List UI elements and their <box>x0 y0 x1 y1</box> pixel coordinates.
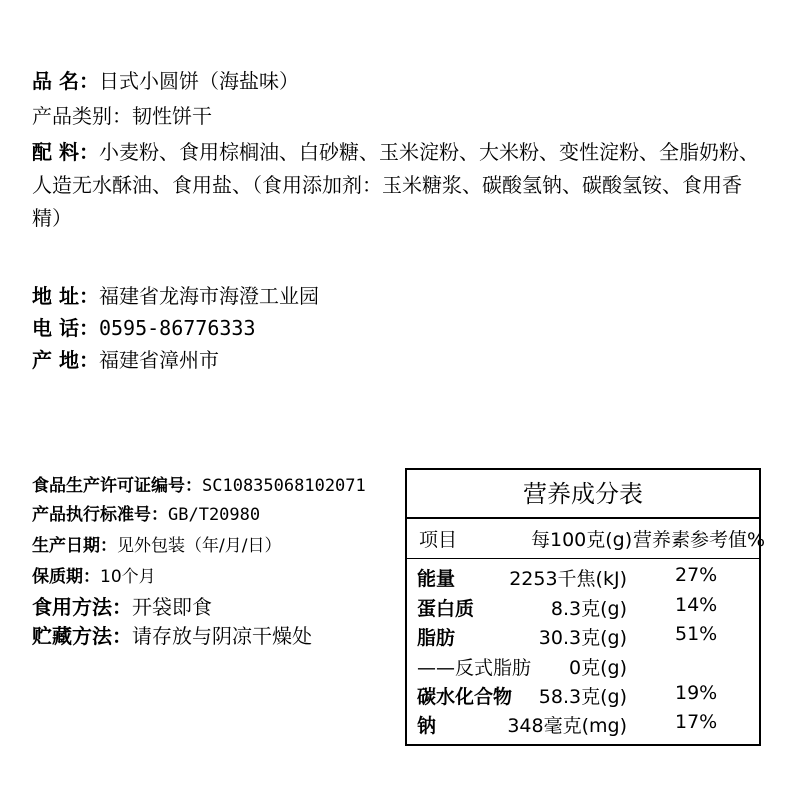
usage-line <box>32 592 212 622</box>
usage-label: 食用方法： <box>32 595 132 619</box>
nutrition-header-divider <box>407 558 759 559</box>
row-sodium-item: 钠 <box>417 715 437 737</box>
phone-value: 0595-86776333 <box>98 316 256 340</box>
row-protein-nrv: 14% <box>675 594 718 616</box>
product-name-value: 日式小圆饼（海盐味） <box>98 69 299 93</box>
row-trans-fat-value: 0克(g) <box>569 657 627 679</box>
standard-label: 产品执行标准号： <box>32 505 168 525</box>
address-label: 地 址： <box>32 284 99 308</box>
phone-label: 电 话： <box>32 316 99 340</box>
row-sodium-value: 348毫克(mg) <box>507 715 627 737</box>
row-fat-value: 30.3克(g) <box>538 627 627 649</box>
ingredients-block <box>32 136 768 235</box>
origin-label: 产 地： <box>32 348 99 372</box>
storage-line <box>32 621 312 651</box>
nutrition-title-divider <box>407 517 759 519</box>
product-category-label: 产品类别： <box>32 104 132 128</box>
row-carbohydrate-nrv: 19% <box>675 682 718 704</box>
license-label: 食品生产许可证编号： <box>32 476 202 496</box>
product-name-label: 品 名： <box>32 69 99 93</box>
row-energy-item: 能量 <box>417 568 456 590</box>
usage-value: 开袋即食 <box>132 595 212 619</box>
phone-line <box>32 313 256 343</box>
shelf-life-label: 保质期： <box>32 567 100 587</box>
origin-line <box>32 345 219 375</box>
address-value: 福建省龙海市海澄工业园 <box>98 284 319 308</box>
row-fat-item: 脂肪 <box>417 627 456 649</box>
row-protein-item: 蛋白质 <box>417 598 475 620</box>
header-item: 项目 <box>419 529 458 551</box>
row-energy-nrv: 27% <box>675 564 718 586</box>
address-line <box>32 281 319 311</box>
row-energy-value: 2253千焦(kJ) <box>509 568 627 590</box>
storage-label: 贮藏方法： <box>32 624 132 648</box>
product-category-line <box>32 101 212 131</box>
standard-line <box>32 499 260 531</box>
license-line <box>32 470 366 502</box>
shelf-life-line <box>32 561 156 593</box>
storage-value: 请存放与阴凉干燥处 <box>132 624 312 648</box>
row-sodium-nrv: 17% <box>675 711 718 733</box>
standard-value: GB/T20980 <box>168 505 261 525</box>
header-per100: 每100克(g) <box>531 529 633 551</box>
nutrition-table <box>405 468 766 746</box>
production-date-line <box>32 530 281 562</box>
row-trans-fat-item: ——反式脂肪 <box>417 657 532 679</box>
ingredients-value: 小麦粉、食用棕榈油、白砂糖、玉米淀粉、大米粉、变性淀粉、全脂奶粉、人造无水酥油、食用盐、（食用添加剂：玉米糖浆、碳酸氢钠、碳酸氢铵、食用香精） <box>32 140 759 230</box>
row-fat-nrv: 51% <box>675 623 718 645</box>
production-date-value: 见外包装（年/月/日） <box>117 536 282 556</box>
origin-value: 福建省漳州市 <box>98 348 219 372</box>
shelf-life-value: 10个月 <box>100 567 156 587</box>
product-category-value: 韧性饼干 <box>132 104 212 128</box>
nutrition-title: 营养成分表 <box>523 480 643 508</box>
row-protein-value: 8.3克(g) <box>550 598 627 620</box>
ingredients-label: 配 料： <box>32 140 99 164</box>
product-name-line <box>32 66 299 96</box>
production-date-label: 生产日期： <box>32 536 117 556</box>
header-nrv: 营养素参考值% <box>633 529 766 551</box>
row-carbohydrate-item: 碳水化合物 <box>417 686 513 708</box>
row-carbohydrate-value: 58.3克(g) <box>538 686 627 708</box>
license-value: SC10835068102071 <box>202 476 366 496</box>
